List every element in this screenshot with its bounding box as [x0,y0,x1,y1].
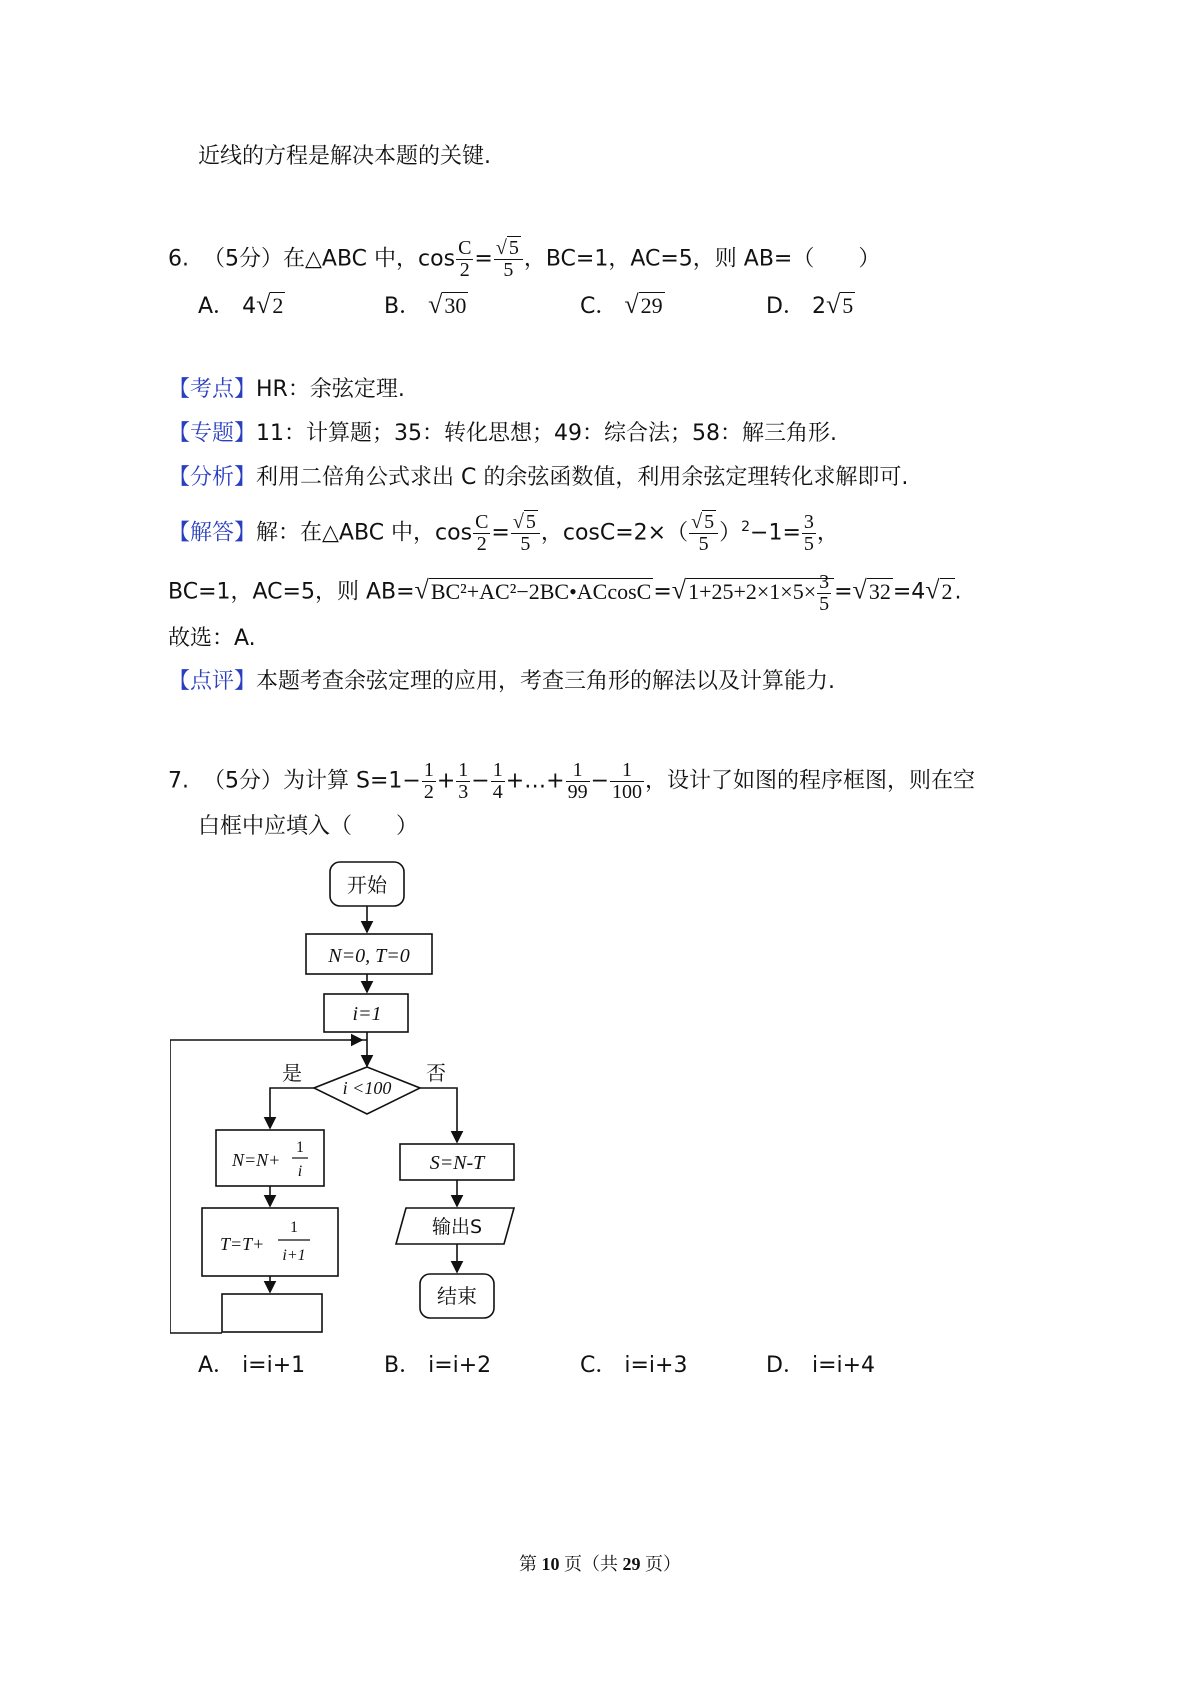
intro-text: 近线的方程是解决本题的关键. [198,144,491,169]
svg-text:1: 1 [296,1139,304,1156]
q6-option-b[interactable]: B． √30 [384,290,467,319]
flowchart [170,860,530,1350]
flow-yes-label: 是 [282,1061,302,1085]
page-number: 10 [541,1554,560,1574]
zhuanti-label: 【专题】 [168,421,257,446]
flow-end-label: 结束 [437,1284,477,1308]
q7-option-c[interactable]: C． i=i+3 [580,1353,688,1378]
q7-option-b[interactable]: B． i=i+2 [384,1353,492,1378]
q7-option-d[interactable]: D． i=i+4 [766,1353,876,1378]
q6-stem-b: ，BC=1，AC=5，则 AB=（ ） [523,246,881,272]
flow-start-label: 开始 [347,873,387,897]
q6-fenxi: 【分析】利用二倍角公式求出 C 的余弦函数值，利用余弦定理转化求解即可. [168,465,909,490]
flow-output-label: 输出S [431,1216,483,1238]
svg-text:i: i [297,1163,303,1180]
q6-jieda: 【解答】解：在△ABC 中，cos $\frac{C}{2}$ = $\frac{√ 5}{5}$ ，cosC=2×（ $\frac{√ 5}{5}$ ）$^2$−1= $\frac{3}{5}$ ， [168,511,839,555]
page-footer: 第 10 页（共 29 页） [519,1554,681,1574]
q6-zhuanti: 【专题】11：计算题；35：转化思想；49：综合法；58：解三角形. [168,421,837,446]
q6-frac-sqrt5: $\frac{√ 5}{5}$ [494,238,523,281]
q6-jieda-line2: BC=1，AC=5，则 AB=√BC²+AC²−2BC•ACcosC=√1+25+2×1×5× $\frac{3}{5}$ =√32=4√2. [168,571,962,615]
q7-stem-line2: 白框中应填入（ ） [198,814,419,839]
flow-n-update-label: N=N+ [232,1150,281,1170]
q6-option-d[interactable]: D． 2√5 [766,290,854,319]
q6-kaodian: 【考点】HR：余弦定理. [168,377,405,402]
q6-dianping: 【点评】本题考查余弦定理的应用，考查三角形的解法以及计算能力. [168,669,836,694]
q7-stem: 7. （5分）为计算 S=1− $\frac{1}{2}$ + $\frac{1}{3}$ − $\frac{1}{4}$ +…+ $\frac{1}{99}$ − $\frac{1}{100}$ ，设计了如图的程序框图，则在空 [168,759,976,803]
flow-no-label: 否 [426,1061,446,1085]
flow-cond-label: i <100 [342,1078,392,1098]
flow-s-calc-label: S=N-T [429,1152,485,1174]
svg-text:i+1: i+1 [282,1247,306,1264]
q6-frac-c2: $\frac{C}{2}$ [458,237,472,281]
q6-score: （5分） [203,246,283,272]
dianping-label: 【点评】 [168,669,257,694]
q6-option-c[interactable]: C． √29 [580,290,663,319]
svg-text:1: 1 [290,1219,298,1236]
flow-t-update-label: T=T+ [220,1234,265,1254]
q6-guxuan: 故选：A. [168,626,256,651]
q6-stem: 6. （5分）在△ABC 中，cos $\frac{C}{2}$ = $\frac{√ 5}{5}$ ，BC=1，AC=5，则 AB=（ ） [168,237,881,281]
jieda-label: 【解答】 [168,520,257,546]
q6-stem-a: 在△ABC 中，cos [283,246,456,272]
q7-option-a[interactable]: A． i=i+1 [198,1353,306,1378]
flow-i-init-label: i=1 [352,1003,382,1025]
page-total: 29 [622,1554,641,1574]
kaodian-label: 【考点】 [168,377,257,402]
fenxi-label: 【分析】 [168,465,257,490]
q6-option-a[interactable]: A． 4√2 [198,290,284,319]
flow-init-label: N=0, T=0 [328,945,410,967]
blank-box [222,1294,322,1332]
q6-number: 6. [168,246,189,272]
